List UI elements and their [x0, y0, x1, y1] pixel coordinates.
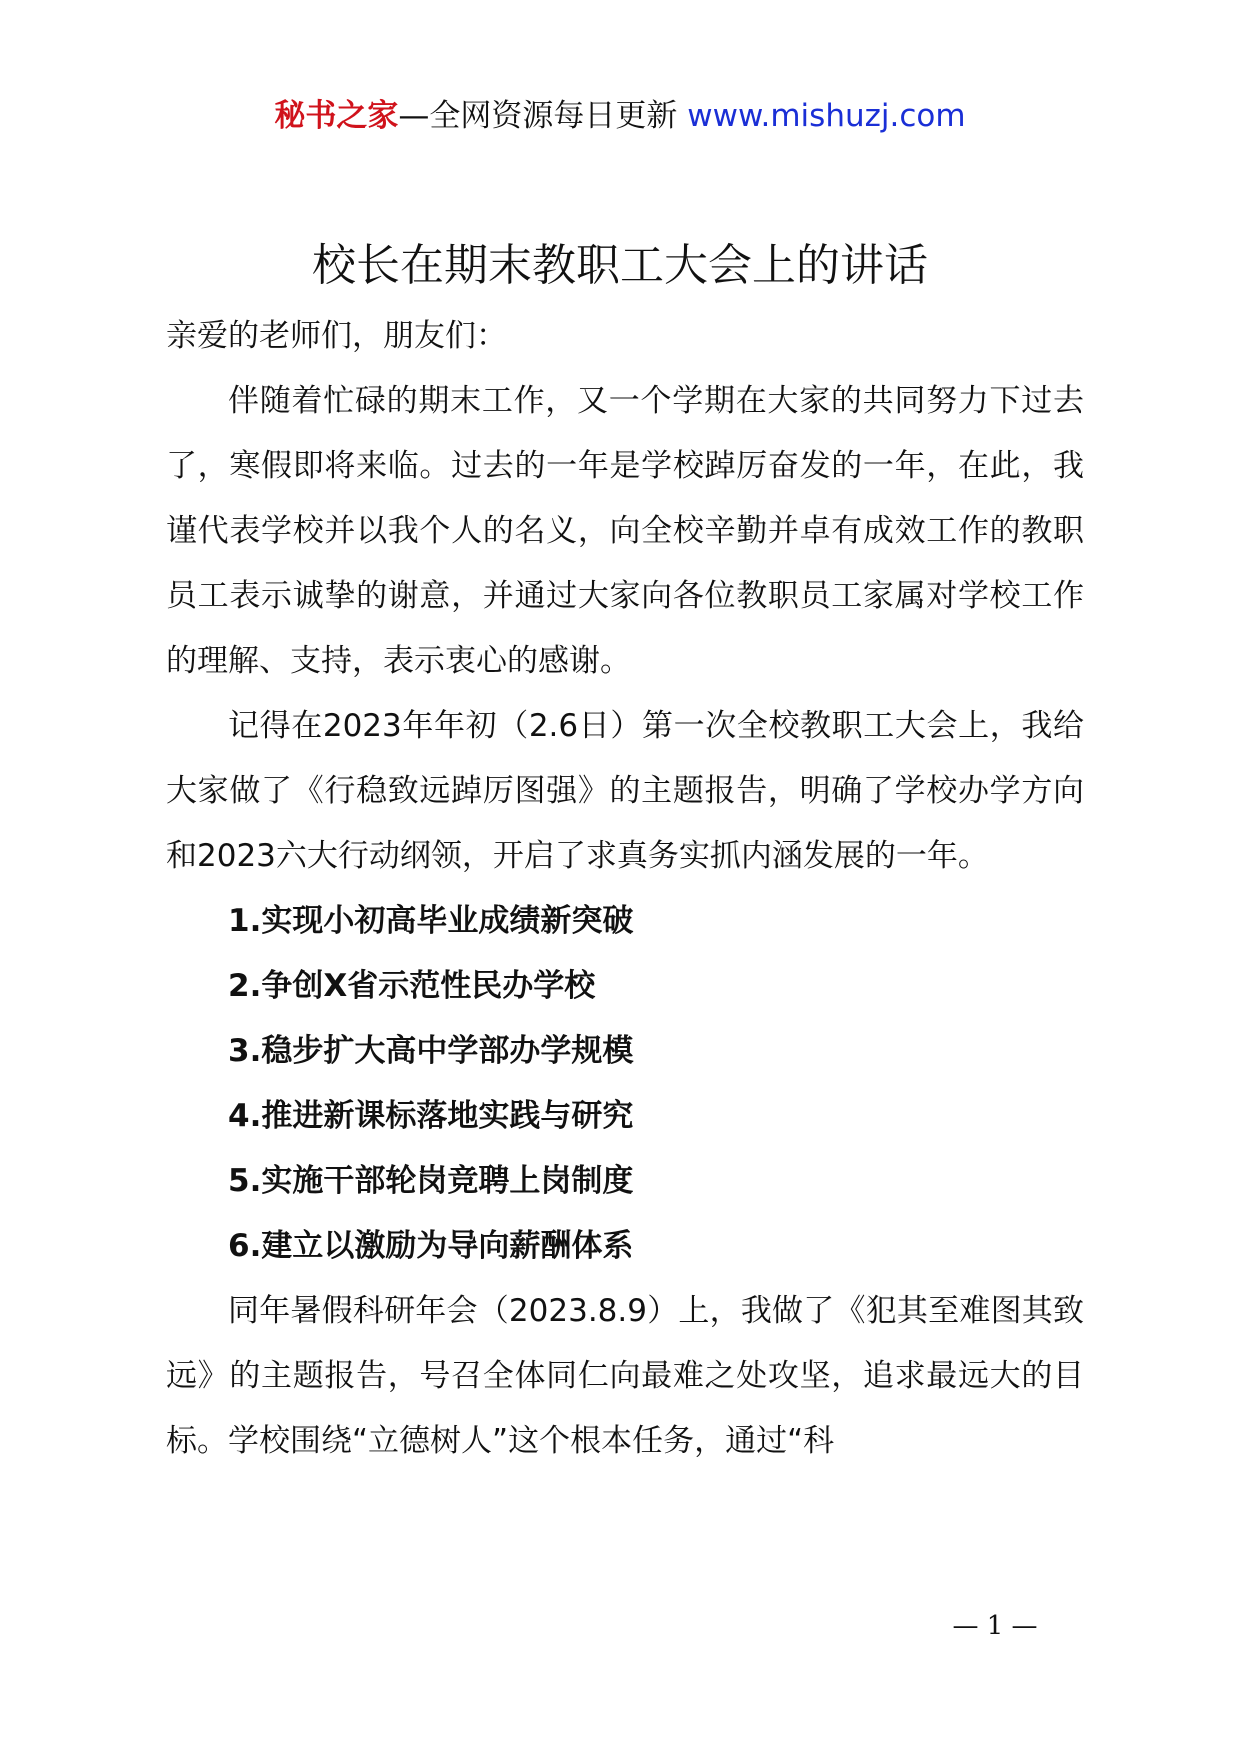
action-item: 2.争创X省示范性民办学校 [228, 968, 596, 1004]
paragraph-closing: 同年暑假科研年会（2023.8.9）上，我做了《犯其至难图其致远》的主题报告，号召全体同仁向最难之处攻坚，追求最远大的目标。学校围绕“立德树人”这个根本任务，通过“科 [166, 1293, 1084, 1459]
site-url-link[interactable]: www.mishuzj.com [687, 98, 966, 134]
document-title: 校长在期末教职工大会上的讲话 [312, 240, 928, 291]
page-number: — 1 — [952, 1611, 1038, 1641]
action-item: 1.实现小初高毕业成绩新突破 [228, 903, 634, 939]
salutation: 亲爱的老师们，朋友们： [166, 318, 507, 354]
site-slogan: —全网资源每日更新 [398, 98, 688, 134]
document-body [166, 304, 1084, 1474]
action-item: 6.建立以激励为导向薪酬体系 [228, 1228, 634, 1264]
paragraph-report: 记得在2023年年初（2.6日）第一次全校教职工大会上，我给大家做了《行稳致远踔厉图强》的主题报告，明确了学校办学方向和2023六大行动纲领，开启了求真务实抓内涵发展的一年。 [166, 708, 1084, 874]
action-item: 4.推进新课标落地实践与研究 [228, 1098, 634, 1134]
action-item: 5.实施干部轮岗竞聘上岗制度 [228, 1163, 634, 1199]
action-item: 3.稳步扩大高中学部办学规模 [228, 1033, 634, 1069]
paragraph-intro: 伴随着忙碌的期末工作，又一个学期在大家的共同努力下过去了，寒假即将来临。过去的一年是学校踔厉奋发的一年，在此，我谨代表学校并以我个人的名义，向全校辛勤并卓有成效工作的教职员工表示诚挚的谢意，并通过大家向各位教职员工家属对学校工作的理解、支持，表示衷心的感谢。 [166, 383, 1084, 679]
site-header [0, 96, 1240, 136]
site-brand: 秘书之家 [274, 98, 399, 134]
